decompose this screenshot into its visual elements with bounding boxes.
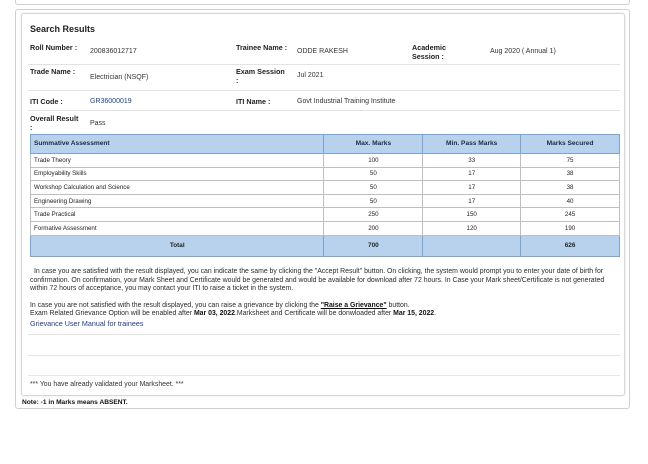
min-pass-marks: 120 xyxy=(423,221,521,235)
panel-title: Search Results xyxy=(30,24,96,34)
max-marks: 200 xyxy=(324,221,423,235)
academic-session-label: Academic Session : xyxy=(412,43,446,61)
roll-number-label: Roll Number : xyxy=(30,43,78,52)
info-row-iti xyxy=(28,91,620,111)
min-pass-marks: 17 xyxy=(423,194,521,208)
grievance-dates-part-a: Exam Related Grievance Option will be enabled after xyxy=(30,310,194,317)
trade-name-label: Trade Name : xyxy=(30,67,76,76)
marks-secured: 38 xyxy=(521,167,620,181)
accept-result-instructions: In case you are satisfied with the result displayed, you can indicate the same by clicking the "Accept Result" button. On clicking, the system would prompt you to enter your date of birth for confirmation. On confirmation, your Mark Sheet and Certificate would be generated and would be available for download after 72 hours. In Case your Mark sheet/Certificate is not generated within 72 hours of acceptance, you may contact your ITI to raise a ticket in the system. xyxy=(30,268,605,293)
info-row-roll xyxy=(28,41,620,65)
marks-secured: 38 xyxy=(521,181,620,195)
min-pass-marks: 150 xyxy=(423,208,521,222)
max-marks: 50 xyxy=(324,167,423,181)
trainee-name-value: ODDE RAKESH xyxy=(297,48,348,55)
trade-name-value: Electrician (NSQF) xyxy=(90,74,149,81)
min-pass-marks: 17 xyxy=(423,181,521,195)
total-label: Total xyxy=(31,235,324,256)
marks-secured: 75 xyxy=(521,154,620,168)
total-min-pass-marks xyxy=(423,235,521,256)
exam-session-value: Jul 2021 xyxy=(297,72,324,79)
total-marks-secured: 626 xyxy=(521,235,620,256)
marks-table xyxy=(30,134,620,257)
search-results-panel xyxy=(21,13,625,396)
subject-name: Formative Assessment xyxy=(31,221,324,235)
min-pass-marks: 33 xyxy=(423,154,521,168)
grievance-user-manual-link[interactable]: Grievance User Manual for trainees xyxy=(30,319,144,328)
divider xyxy=(28,334,620,335)
header-min-pass-marks: Min. Pass Marks xyxy=(423,135,521,154)
table-row xyxy=(31,181,620,195)
marks-table-total-row xyxy=(31,235,620,256)
overall-result-label: Overall Result : xyxy=(30,114,79,132)
table-row xyxy=(31,194,620,208)
table-row xyxy=(31,154,620,168)
trainee-name-label: Trainee Name : xyxy=(236,43,288,52)
academic-session-value: Aug 2020 ( Annual 1) xyxy=(490,48,556,55)
absent-note: Note: -1 in Marks means ABSENT. xyxy=(22,399,128,406)
info-row-trade xyxy=(28,65,620,91)
subject-name: Engineering Drawing xyxy=(31,194,324,208)
roll-number-value: 200836012717 xyxy=(90,48,137,55)
max-marks: 50 xyxy=(324,194,423,208)
results-container xyxy=(15,9,630,409)
validated-message: *** You have already validated your Marksheet. *** xyxy=(30,381,184,388)
grievance-enable-date: Mar 03, 2022 xyxy=(193,310,235,317)
info-row-result xyxy=(28,111,620,133)
table-row xyxy=(31,167,620,181)
max-marks: 100 xyxy=(324,154,423,168)
subject-name: Workshop Calculation and Science xyxy=(31,181,324,195)
subject-name: Trade Theory xyxy=(31,154,324,168)
header-max-marks: Max. Marks xyxy=(324,135,423,154)
header-marks-secured: Marks Secured xyxy=(521,135,620,154)
marks-secured: 40 xyxy=(521,194,620,208)
table-row xyxy=(31,221,620,235)
grievance-dates-part-b: .Marksheet and Certificate will be donwloaded after xyxy=(234,310,394,317)
previous-panel-edge xyxy=(15,0,630,5)
grievance-text-suffix: button. xyxy=(386,302,410,309)
subject-name: Trade Practical xyxy=(31,208,324,222)
max-marks: 250 xyxy=(324,208,423,222)
marks-secured: 245 xyxy=(521,208,620,222)
exam-session-label: Exam Session : xyxy=(236,67,285,85)
iti-code-label: ITI Code : xyxy=(30,97,63,106)
divider xyxy=(28,355,620,356)
marks-table-header xyxy=(31,135,620,154)
raise-grievance-link[interactable]: "Raise a Grievance" xyxy=(320,302,387,309)
total-max-marks: 700 xyxy=(324,235,423,256)
iti-name-label: ITI Name : xyxy=(236,97,271,106)
overall-result-value: Pass xyxy=(90,120,106,127)
grievance-text-prefix: In case you are not satisfied with the result displayed, you can raise a grievance by clicking the xyxy=(30,302,321,309)
max-marks: 50 xyxy=(324,181,423,195)
grievance-dates-text xyxy=(30,310,622,319)
marksheet-download-date: Mar 15, 2022 xyxy=(393,310,435,317)
header-summative-assessment: Summative Assessment xyxy=(31,135,324,154)
divider xyxy=(28,375,620,376)
grievance-dates-part-c: . xyxy=(434,310,437,317)
min-pass-marks: 17 xyxy=(423,167,521,181)
iti-code-value: GR36000019 xyxy=(90,98,132,105)
marks-secured: 190 xyxy=(521,221,620,235)
iti-name-value: Govt Industrial Training Institute xyxy=(297,98,396,105)
table-row xyxy=(31,208,620,222)
subject-name: Employability Skills xyxy=(31,167,324,181)
